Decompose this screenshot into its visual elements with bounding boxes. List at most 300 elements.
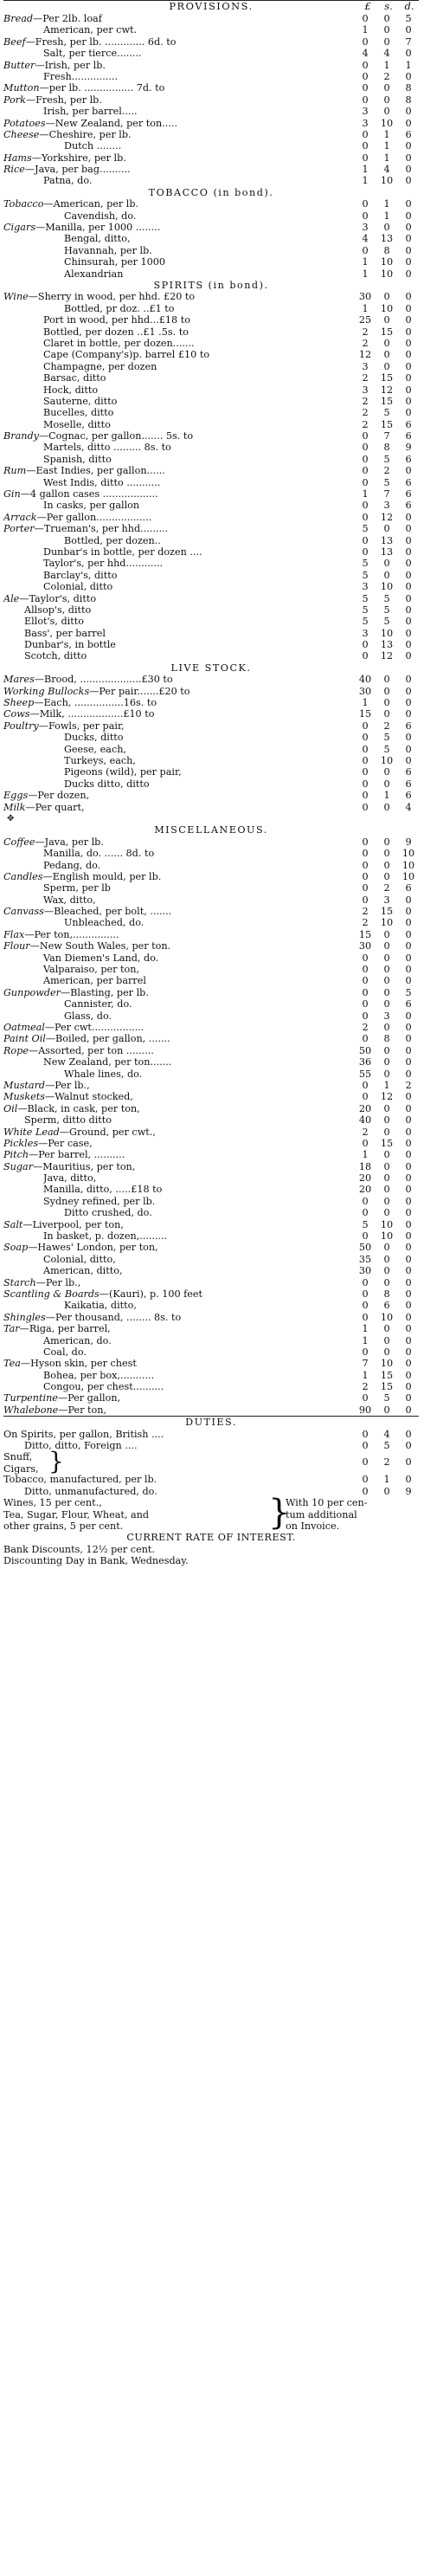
category-label: Salt — [3, 1218, 23, 1230]
price-shillings: 0 — [383, 1334, 390, 1346]
item-price — [355, 1429, 419, 1440]
price-shillings: 10 — [380, 917, 394, 929]
price-row — [3, 616, 419, 627]
price-pounds: 2 — [362, 1126, 369, 1138]
category-label: Paint Oil — [3, 1033, 46, 1045]
item-price — [355, 1207, 419, 1218]
price-row — [3, 882, 419, 894]
item-price — [355, 802, 419, 813]
price-pounds: 20 — [358, 1102, 372, 1114]
price-pounds: 2 — [362, 1381, 369, 1393]
price-pence: 0 — [405, 302, 412, 314]
item-price — [355, 593, 419, 604]
item-description: Sauterne, ditto — [43, 395, 118, 407]
item-description: Cavendish, do. — [64, 210, 137, 222]
price-pence: 6 — [405, 998, 412, 1010]
price-pounds: 0 — [362, 1207, 369, 1219]
category-label: Muskets — [3, 1091, 46, 1103]
item-description: Gin—4 gallon cases .................. — [3, 488, 158, 500]
category-label: Rum — [3, 465, 27, 477]
miscellaneous-list — [3, 836, 419, 1417]
category-label: Mares — [3, 674, 35, 686]
price-row — [3, 790, 419, 801]
ad-valorem-note-3: on Invoice. — [286, 1520, 340, 1533]
price-pounds: 0 — [362, 836, 369, 848]
price-pence: 0 — [405, 1428, 412, 1440]
price-pence: 0 — [405, 1160, 412, 1172]
price-shillings: 13 — [380, 534, 394, 546]
item-price — [355, 906, 419, 917]
price-pence: 0 — [405, 326, 412, 338]
price-pence: 0 — [405, 928, 412, 940]
price-pounds: 1 — [362, 1334, 369, 1346]
price-pence: 0 — [405, 964, 412, 976]
price-shillings: 0 — [383, 1068, 390, 1080]
item-description: Tar—Riga, per barrel, — [3, 1323, 111, 1335]
price-pounds: 3 — [362, 581, 369, 593]
price-row — [3, 48, 419, 59]
category-label: Turpentine — [3, 1392, 58, 1404]
price-row — [3, 349, 419, 360]
price-shillings: 4 — [383, 1428, 390, 1440]
price-row — [3, 1265, 419, 1276]
item-description: Scotch, ditto — [24, 650, 87, 662]
item-description: Bengal, ditto, — [64, 233, 131, 245]
price-shillings: 15 — [380, 1381, 394, 1393]
price-row — [3, 906, 419, 917]
item-price — [355, 686, 419, 697]
category-label: Flax — [3, 928, 25, 940]
price-row — [3, 384, 419, 396]
item-price — [355, 1370, 419, 1381]
price-pounds: 0 — [362, 766, 369, 778]
item-price — [355, 720, 419, 732]
price-shillings: 0 — [383, 24, 390, 36]
price-pence: 6 — [405, 882, 412, 894]
price-row — [3, 917, 419, 928]
price-pence: 0 — [405, 917, 412, 929]
price-row — [3, 894, 419, 906]
price-shillings: 0 — [383, 1126, 390, 1138]
price-pence: 6 — [405, 500, 412, 512]
section-title-tobacco: TOBACCO (in bond). — [148, 186, 274, 198]
price-row — [3, 639, 419, 650]
price-shillings: 5 — [383, 732, 390, 744]
price-shillings: 0 — [383, 360, 390, 372]
price-row — [3, 628, 419, 639]
price-shillings: 0 — [383, 975, 390, 987]
price-pence: 0 — [405, 1033, 412, 1045]
item-price — [355, 1288, 419, 1300]
price-pence: 0 — [405, 616, 412, 628]
price-shillings: 1 — [383, 128, 390, 140]
price-pence: 0 — [405, 1126, 412, 1138]
price-pence: 9 — [405, 836, 412, 848]
price-pence: 0 — [405, 1440, 412, 1452]
item-description: Java, ditto, — [43, 1172, 97, 1185]
price-shillings: 6 — [383, 1300, 390, 1312]
item-description: Rope—Assorted, per ton ......... — [3, 1044, 154, 1056]
item-description: Beef—Fresh, per lb. ............. 6d. to — [3, 36, 177, 48]
price-shillings: 10 — [380, 1230, 394, 1243]
item-description: Ale—Taylor's, ditto — [3, 592, 97, 604]
price-pounds: 50 — [358, 1242, 372, 1254]
price-row — [3, 1207, 419, 1218]
price-pounds: 0 — [362, 639, 369, 651]
price-pence: 2 — [405, 1079, 412, 1091]
snuff-cigars-amount — [355, 1456, 419, 1468]
price-pounds: 0 — [362, 1474, 369, 1486]
price-pounds: 0 — [362, 453, 369, 465]
spirits-list — [3, 291, 419, 662]
price-pence: 0 — [405, 604, 412, 616]
category-label: Tobacco — [3, 198, 44, 210]
price-pence: 0 — [405, 117, 412, 129]
price-shillings: 0 — [383, 1404, 390, 1416]
item-description: On Spirits, per gallon, British .... — [3, 1428, 164, 1440]
price-row — [3, 1033, 419, 1044]
price-row — [3, 129, 419, 140]
item-price — [355, 778, 419, 790]
price-pounds: 0 — [362, 650, 369, 662]
price-row — [3, 1161, 419, 1172]
price-row — [3, 1230, 419, 1242]
item-description: Rice—Java, per bag.......... — [3, 164, 131, 176]
price-pounds: 0 — [362, 870, 369, 882]
item-description: Arrack—Per gallon.................. — [3, 511, 152, 523]
price-row — [3, 952, 419, 964]
price-row — [3, 454, 419, 465]
price-row — [3, 140, 419, 152]
price-shillings: 5 — [383, 1392, 390, 1404]
item-description: Wax, ditto, — [43, 894, 96, 906]
item-price — [355, 140, 419, 152]
price-pounds: 0 — [362, 1079, 369, 1091]
item-description: Alexandrian — [64, 268, 124, 280]
category-label: Soap — [3, 1242, 29, 1254]
price-shillings: 1 — [383, 790, 390, 802]
item-description: Manilla, do. ...... 8d. to — [43, 848, 155, 860]
category-label: White Lead — [3, 1126, 60, 1138]
brace-icon: } — [268, 1493, 291, 1533]
price-pounds: 2 — [362, 407, 369, 419]
price-pence: 0 — [405, 1114, 412, 1127]
item-price — [355, 1127, 419, 1138]
price-shillings: 10 — [380, 117, 394, 129]
price-pence: 10 — [402, 859, 415, 871]
item-description: Dunbar's in bottle, per dozen .... — [43, 546, 202, 558]
category-label: Cheese — [3, 128, 40, 140]
price-pounds: 7 — [362, 1358, 369, 1370]
item-price — [355, 1161, 419, 1172]
price-pence: 0 — [405, 244, 412, 256]
category-label: Gin — [3, 488, 21, 500]
price-pence: 0 — [405, 256, 412, 268]
price-pounds: 2 — [362, 326, 369, 338]
price-pounds: 0 — [362, 894, 369, 906]
price-row — [3, 1219, 419, 1230]
price-shillings: 15 — [380, 1137, 394, 1149]
section-title-spirits: SPIRITS (in bond). — [153, 279, 269, 291]
section-title-interest: CURRENT RATE OF INTEREST. — [126, 1532, 296, 1544]
item-description: Cows—Milk, ..................£10 to — [3, 708, 155, 720]
price-shillings: 1 — [383, 140, 390, 152]
item-price — [355, 987, 419, 998]
item-price — [355, 917, 419, 928]
price-pence: 0 — [405, 569, 412, 581]
price-pence: 0 — [405, 314, 412, 326]
price-row — [3, 268, 419, 280]
category-label: Poultry — [3, 720, 39, 732]
price-shillings: 8 — [383, 442, 390, 454]
price-pounds: 0 — [362, 801, 369, 813]
price-row — [3, 36, 419, 48]
item-price — [355, 1045, 419, 1056]
price-pounds: 0 — [362, 198, 369, 210]
price-row — [3, 744, 419, 755]
price-pounds: 15 — [358, 708, 372, 720]
item-description: Colonial, ditto — [43, 581, 113, 593]
price-pounds: 0 — [362, 986, 369, 998]
price-pounds: 0 — [362, 952, 369, 964]
price-row — [3, 477, 419, 488]
category-label: Milk — [3, 801, 26, 813]
price-shillings: 0 — [383, 1114, 390, 1127]
price-shillings: 10 — [380, 302, 394, 314]
price-pence: 6 — [405, 766, 412, 778]
price-pence: 0 — [405, 1265, 412, 1277]
category-label: Pickles — [3, 1137, 39, 1149]
item-description: Bottled, pr doz. ..£1 to — [64, 302, 175, 314]
price-shillings: 0 — [383, 523, 390, 535]
category-label: Rice — [3, 164, 25, 176]
item-price — [355, 708, 419, 720]
price-pence: 0 — [405, 1195, 412, 1207]
item-description: Potatoes—New Zealand, per ton..... — [3, 117, 178, 129]
item-price — [355, 546, 419, 558]
item-price — [355, 674, 419, 685]
price-pounds: 0 — [362, 1346, 369, 1358]
amount-pounds: 0 — [362, 1456, 369, 1469]
item-price — [355, 82, 419, 94]
price-pence: 0 — [405, 140, 412, 152]
price-shillings: 0 — [383, 778, 390, 790]
price-row — [3, 175, 419, 186]
price-row — [3, 1068, 419, 1080]
item-price — [355, 628, 419, 639]
item-price — [355, 1010, 419, 1022]
item-description: Starch—Per lb., — [3, 1276, 81, 1288]
tobacco-list — [3, 198, 419, 280]
price-pounds: 1 — [362, 1369, 369, 1381]
price-shillings: 0 — [383, 674, 390, 686]
price-row — [3, 848, 419, 859]
price-row — [3, 1080, 419, 1091]
item-price — [355, 1114, 419, 1126]
price-pounds: 5 — [362, 569, 369, 581]
price-row — [3, 372, 419, 384]
price-shillings: 5 — [383, 592, 390, 604]
price-shillings: 3 — [383, 894, 390, 906]
item-description: Fresh............... — [43, 70, 119, 82]
item-price — [355, 860, 419, 871]
price-shillings: 0 — [383, 952, 390, 964]
price-pounds: 1 — [362, 302, 369, 314]
price-shillings: 10 — [380, 1358, 394, 1370]
price-pounds: 3 — [362, 360, 369, 372]
item-description: American, do. — [43, 1334, 112, 1346]
price-pence: 6 — [405, 128, 412, 140]
price-shillings: 3 — [383, 500, 390, 512]
price-shillings: 0 — [383, 94, 390, 106]
price-shillings: 4 — [383, 164, 390, 176]
price-row — [3, 245, 419, 256]
price-row — [3, 1138, 419, 1149]
item-price — [355, 766, 419, 778]
price-pence: 0 — [405, 106, 412, 118]
price-row — [3, 778, 419, 790]
price-pounds: 30 — [358, 1265, 372, 1277]
item-description: Patna, do. — [43, 175, 93, 187]
price-shillings: 0 — [383, 1149, 390, 1161]
price-shillings: 10 — [380, 256, 394, 268]
item-description: Mutton—per lb. ................ 7d. to — [3, 82, 165, 94]
price-row — [3, 1127, 419, 1138]
price-pounds: 55 — [358, 1068, 372, 1080]
price-pence: 0 — [405, 1021, 412, 1033]
item-description: Paint Oil—Boiled, per gallon, ....... — [3, 1033, 170, 1045]
category-label: Pitch — [3, 1149, 29, 1161]
price-row — [3, 314, 419, 326]
price-shillings: 0 — [383, 940, 390, 952]
category-label: Wine — [3, 291, 29, 303]
price-pounds: 0 — [362, 1195, 369, 1207]
price-shillings: 0 — [383, 998, 390, 1010]
category-label: Pork — [3, 94, 26, 106]
price-pence: 6 — [405, 453, 412, 465]
price-shillings: 13 — [380, 639, 394, 651]
price-shillings: 0 — [383, 964, 390, 976]
price-shillings: 8 — [383, 1033, 390, 1045]
item-description: Pickles—Per case, — [3, 1137, 93, 1149]
price-row — [3, 558, 419, 569]
item-description: Eggs—Per dozen, — [3, 790, 90, 802]
price-pence: 5 — [405, 986, 412, 998]
item-description: Chinsurah, per 1000 — [64, 256, 165, 268]
price-row — [3, 755, 419, 766]
price-pounds: 30 — [358, 940, 372, 952]
price-shillings: 0 — [383, 766, 390, 778]
price-row — [3, 1288, 419, 1300]
item-description: Sperm, per lb — [43, 882, 111, 894]
price-pence: 0 — [405, 1010, 412, 1022]
ad-valorem-note-1: With 10 per cen- — [286, 1497, 368, 1509]
price-row — [3, 1358, 419, 1369]
price-row — [3, 871, 419, 882]
item-description: Geese, each, — [64, 743, 126, 755]
price-pence: 0 — [405, 349, 412, 361]
item-price — [355, 604, 419, 616]
item-price — [355, 1242, 419, 1253]
item-description: Soap—Hawes' London, per ton, — [3, 1242, 158, 1254]
item-price — [355, 570, 419, 581]
price-pence: 0 — [405, 546, 412, 558]
item-description: Ducks, ditto — [64, 732, 124, 744]
price-row — [3, 929, 419, 940]
item-price — [355, 268, 419, 280]
price-pounds: 5 — [362, 616, 369, 628]
section-title-miscellaneous: MISCELLANEOUS. — [154, 824, 268, 836]
price-pence: 0 — [405, 1207, 412, 1219]
item-price — [355, 349, 419, 360]
price-pounds: 90 — [358, 1404, 372, 1416]
item-price — [355, 639, 419, 650]
price-pence: 0 — [405, 1404, 412, 1416]
item-price — [355, 1196, 419, 1207]
price-row — [3, 940, 419, 952]
price-shillings: 10 — [380, 1218, 394, 1230]
price-shillings: 10 — [380, 1311, 394, 1323]
item-description: Candles—English mould, per lb. — [3, 870, 162, 882]
item-description: Hams—Yorkshire, per lb. — [3, 152, 126, 164]
category-label: Brandy — [3, 430, 39, 442]
price-row — [3, 1103, 419, 1114]
price-row — [3, 338, 419, 349]
item-price — [355, 256, 419, 268]
price-pence: 9 — [405, 442, 412, 454]
price-shillings: 0 — [383, 1265, 390, 1277]
price-row — [3, 1474, 419, 1485]
item-price — [355, 118, 419, 129]
price-pence: 0 — [405, 1358, 412, 1370]
price-pence: 0 — [405, 1288, 412, 1300]
price-pounds: 0 — [362, 778, 369, 790]
item-price — [355, 233, 419, 244]
price-shillings: 0 — [383, 1276, 390, 1288]
price-shillings: 1 — [383, 198, 390, 210]
item-description: Unbleached, do. — [64, 917, 145, 929]
price-pounds: 1 — [362, 1323, 369, 1335]
price-pounds: 0 — [362, 1392, 369, 1404]
price-row — [3, 500, 419, 511]
price-pounds: 0 — [362, 882, 369, 894]
price-shillings: 0 — [383, 697, 390, 709]
price-row — [3, 697, 419, 708]
price-pence: 6 — [405, 488, 412, 500]
item-description: Pork—Fresh, per lb. — [3, 94, 102, 106]
item-price — [355, 407, 419, 418]
item-description: Van Diemen's Land, do. — [43, 952, 159, 964]
category-label: Flour — [3, 940, 30, 952]
price-row — [3, 1486, 419, 1497]
item-description: Poultry—Fowls, per pair, — [3, 720, 125, 732]
item-description: Port in wood, per hhd...£18 to — [43, 314, 190, 326]
section-title-live-stock: LIVE STOCK. — [170, 662, 252, 674]
price-row — [3, 60, 419, 71]
item-price — [355, 36, 419, 48]
item-description: Wine—Sherry in wood, per hhd. £20 to — [3, 291, 196, 303]
item-description: Glass, do. — [64, 1010, 112, 1022]
price-shillings: 0 — [383, 870, 390, 882]
price-pounds: 40 — [358, 1114, 372, 1127]
item-description: In basket, p. dozen,......... — [43, 1230, 168, 1243]
currency-column-headers — [358, 1, 419, 12]
price-pounds: 36 — [358, 1056, 372, 1068]
item-price — [355, 1277, 419, 1288]
brace-icon: } — [48, 1447, 64, 1476]
item-price — [355, 1300, 419, 1311]
price-row — [3, 1184, 419, 1195]
